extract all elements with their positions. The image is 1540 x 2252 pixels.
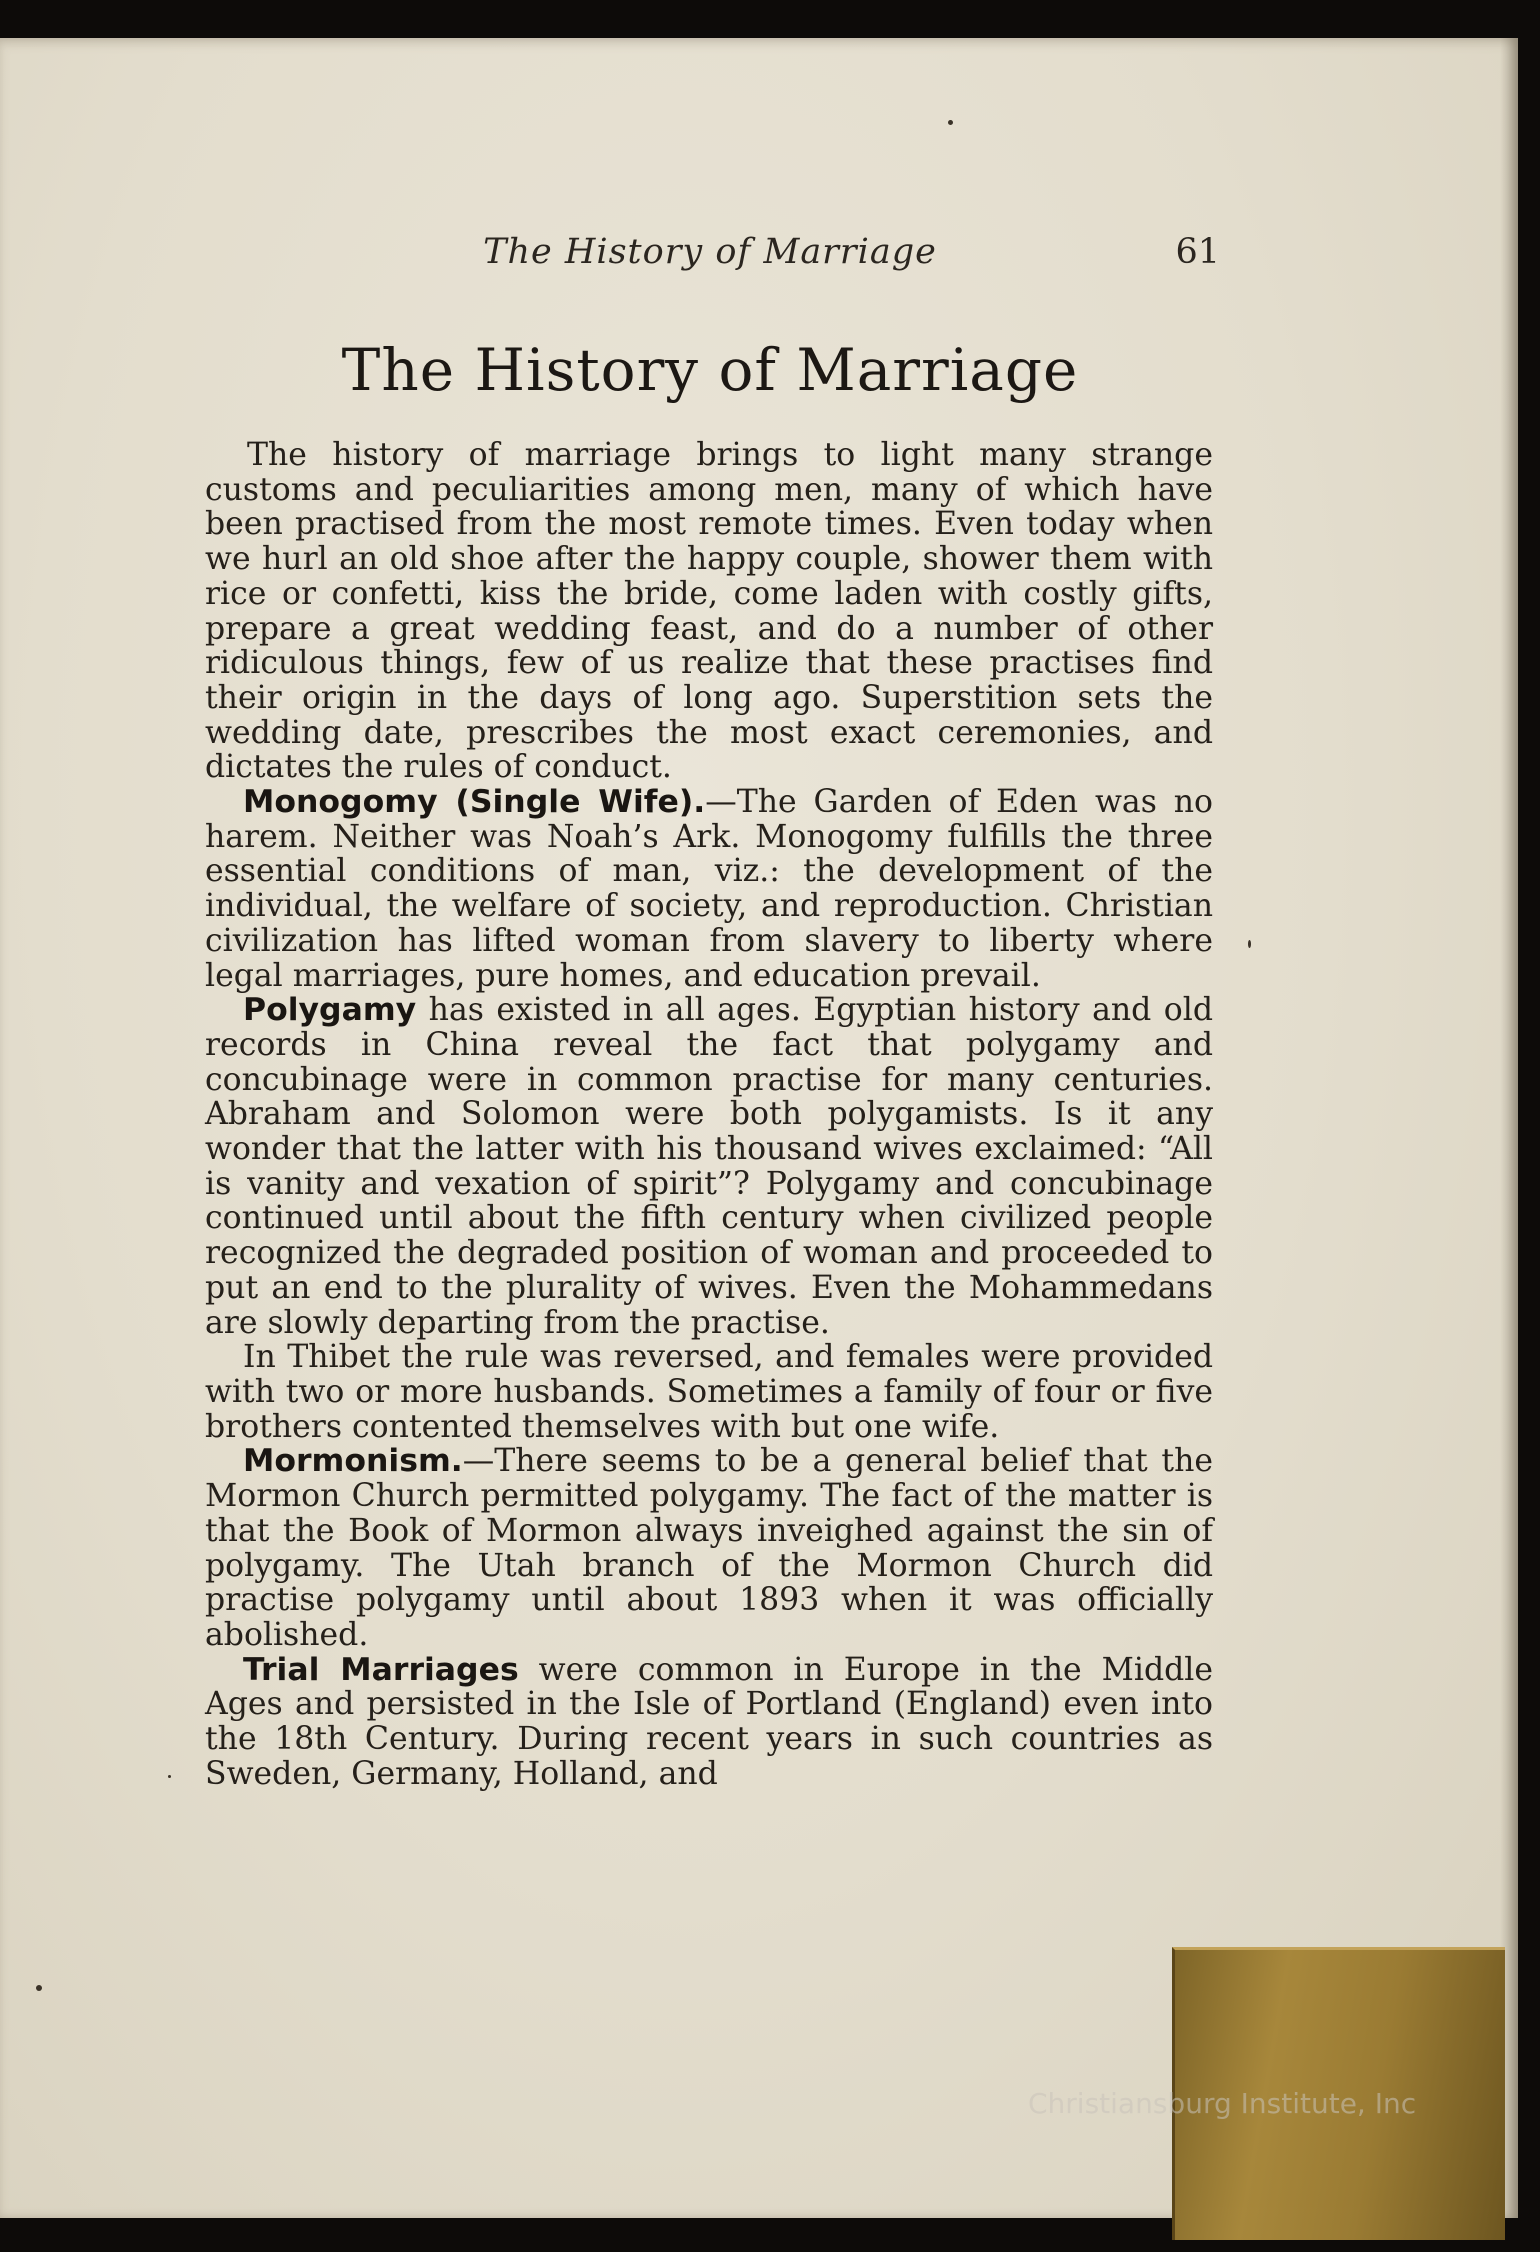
paragraph-mormonism (205, 1444, 1213, 1652)
paper-speck (36, 1985, 42, 1991)
paper-speck (1248, 940, 1251, 948)
paragraph-intro (205, 438, 1213, 785)
article-heading: The History of Marriage (341, 336, 1079, 404)
paragraph-text: The history of marriage brings to light many strange customs and peculiarities among men, many of which have been practised from the most remote times. Even today when we hurl an old shoe after the happy couple, shower them with rice or confetti, kiss the bride, come laden with costly gifts, prepare a great wedding feast, and do a number of other ridiculous things, few of us realize that these practises find their origin in the days of long ago. Superstition sets the wedding date, prescribes the most exact ceremonies, and dictates the rules of conduct. (205, 437, 1213, 786)
paragraph-lead: Trial Marriages (243, 1651, 519, 1688)
paragraph-text: In Thibet the rule was reversed, and females were provided with two or more husbands. Sometimes a family of four or five brothers contented themselves with but one wife. (205, 1339, 1213, 1445)
paragraph-thibet (205, 1340, 1213, 1444)
page-edge-shadow (1500, 38, 1518, 2218)
paragraph-lead: Monogomy (Single Wife). (243, 784, 706, 821)
paragraph-lead: Mormonism. (243, 1443, 463, 1480)
paragraph-polygamy (205, 993, 1213, 1340)
paragraph-trial-marriages (205, 1653, 1213, 1792)
running-head-title: The History of Marriage (483, 232, 937, 272)
paragraph-text: has existed in all ages. Egyptian history and old records in China reveal the fact that polygamy and concubinage were in common practise for many centuries. Abraham and Solomon were both polygamists. Is it any wonder that the latter with his thousand wives exclaimed: “All is vanity and vexation of spirit”? Polygamy and concubinage continued until about the fifth century when civilized people recognized the degraded position of woman and proceeded to put an end to the plurality of wives. Even the Mohammedans are slowly departing from the practise. (205, 992, 1213, 1341)
page-number: 61 (1175, 232, 1220, 272)
paragraph-text: were common in Europe in the Middle Ages and persisted in the Isle of Portland (England) even into the 18th Century. During recent years in such countries as Sweden, Germany, Holland, and (205, 1651, 1213, 1792)
watermark: Christiansburg Institute, Inc (1028, 2087, 1417, 2120)
paragraph-text: —The Garden of Eden was no harem. Neither was Noah’s Ark. Monogomy fulfills the three essential conditions of man, viz.: the development of the individual, the welfare of society, and reproduction. Christian civilization has lifted woman from slavery to liberty where legal marriages, pure homes, and education prevail. (205, 784, 1213, 994)
paper-speck (948, 120, 953, 125)
paper-speck (168, 1775, 171, 1778)
article-body (205, 438, 1213, 1791)
paragraph-monogomy (205, 785, 1213, 993)
running-head (200, 232, 1220, 280)
paragraph-text: —There seems to be a general belief that the Mormon Church permitted polygamy. The fact of the matter is that the Book of Mormon always inveighed against the sin of polygamy. The Utah branch of the Mormon Church did practise polygamy until about 1893 when it was officially abolished. (205, 1443, 1213, 1653)
paragraph-lead: Polygamy (243, 992, 417, 1029)
